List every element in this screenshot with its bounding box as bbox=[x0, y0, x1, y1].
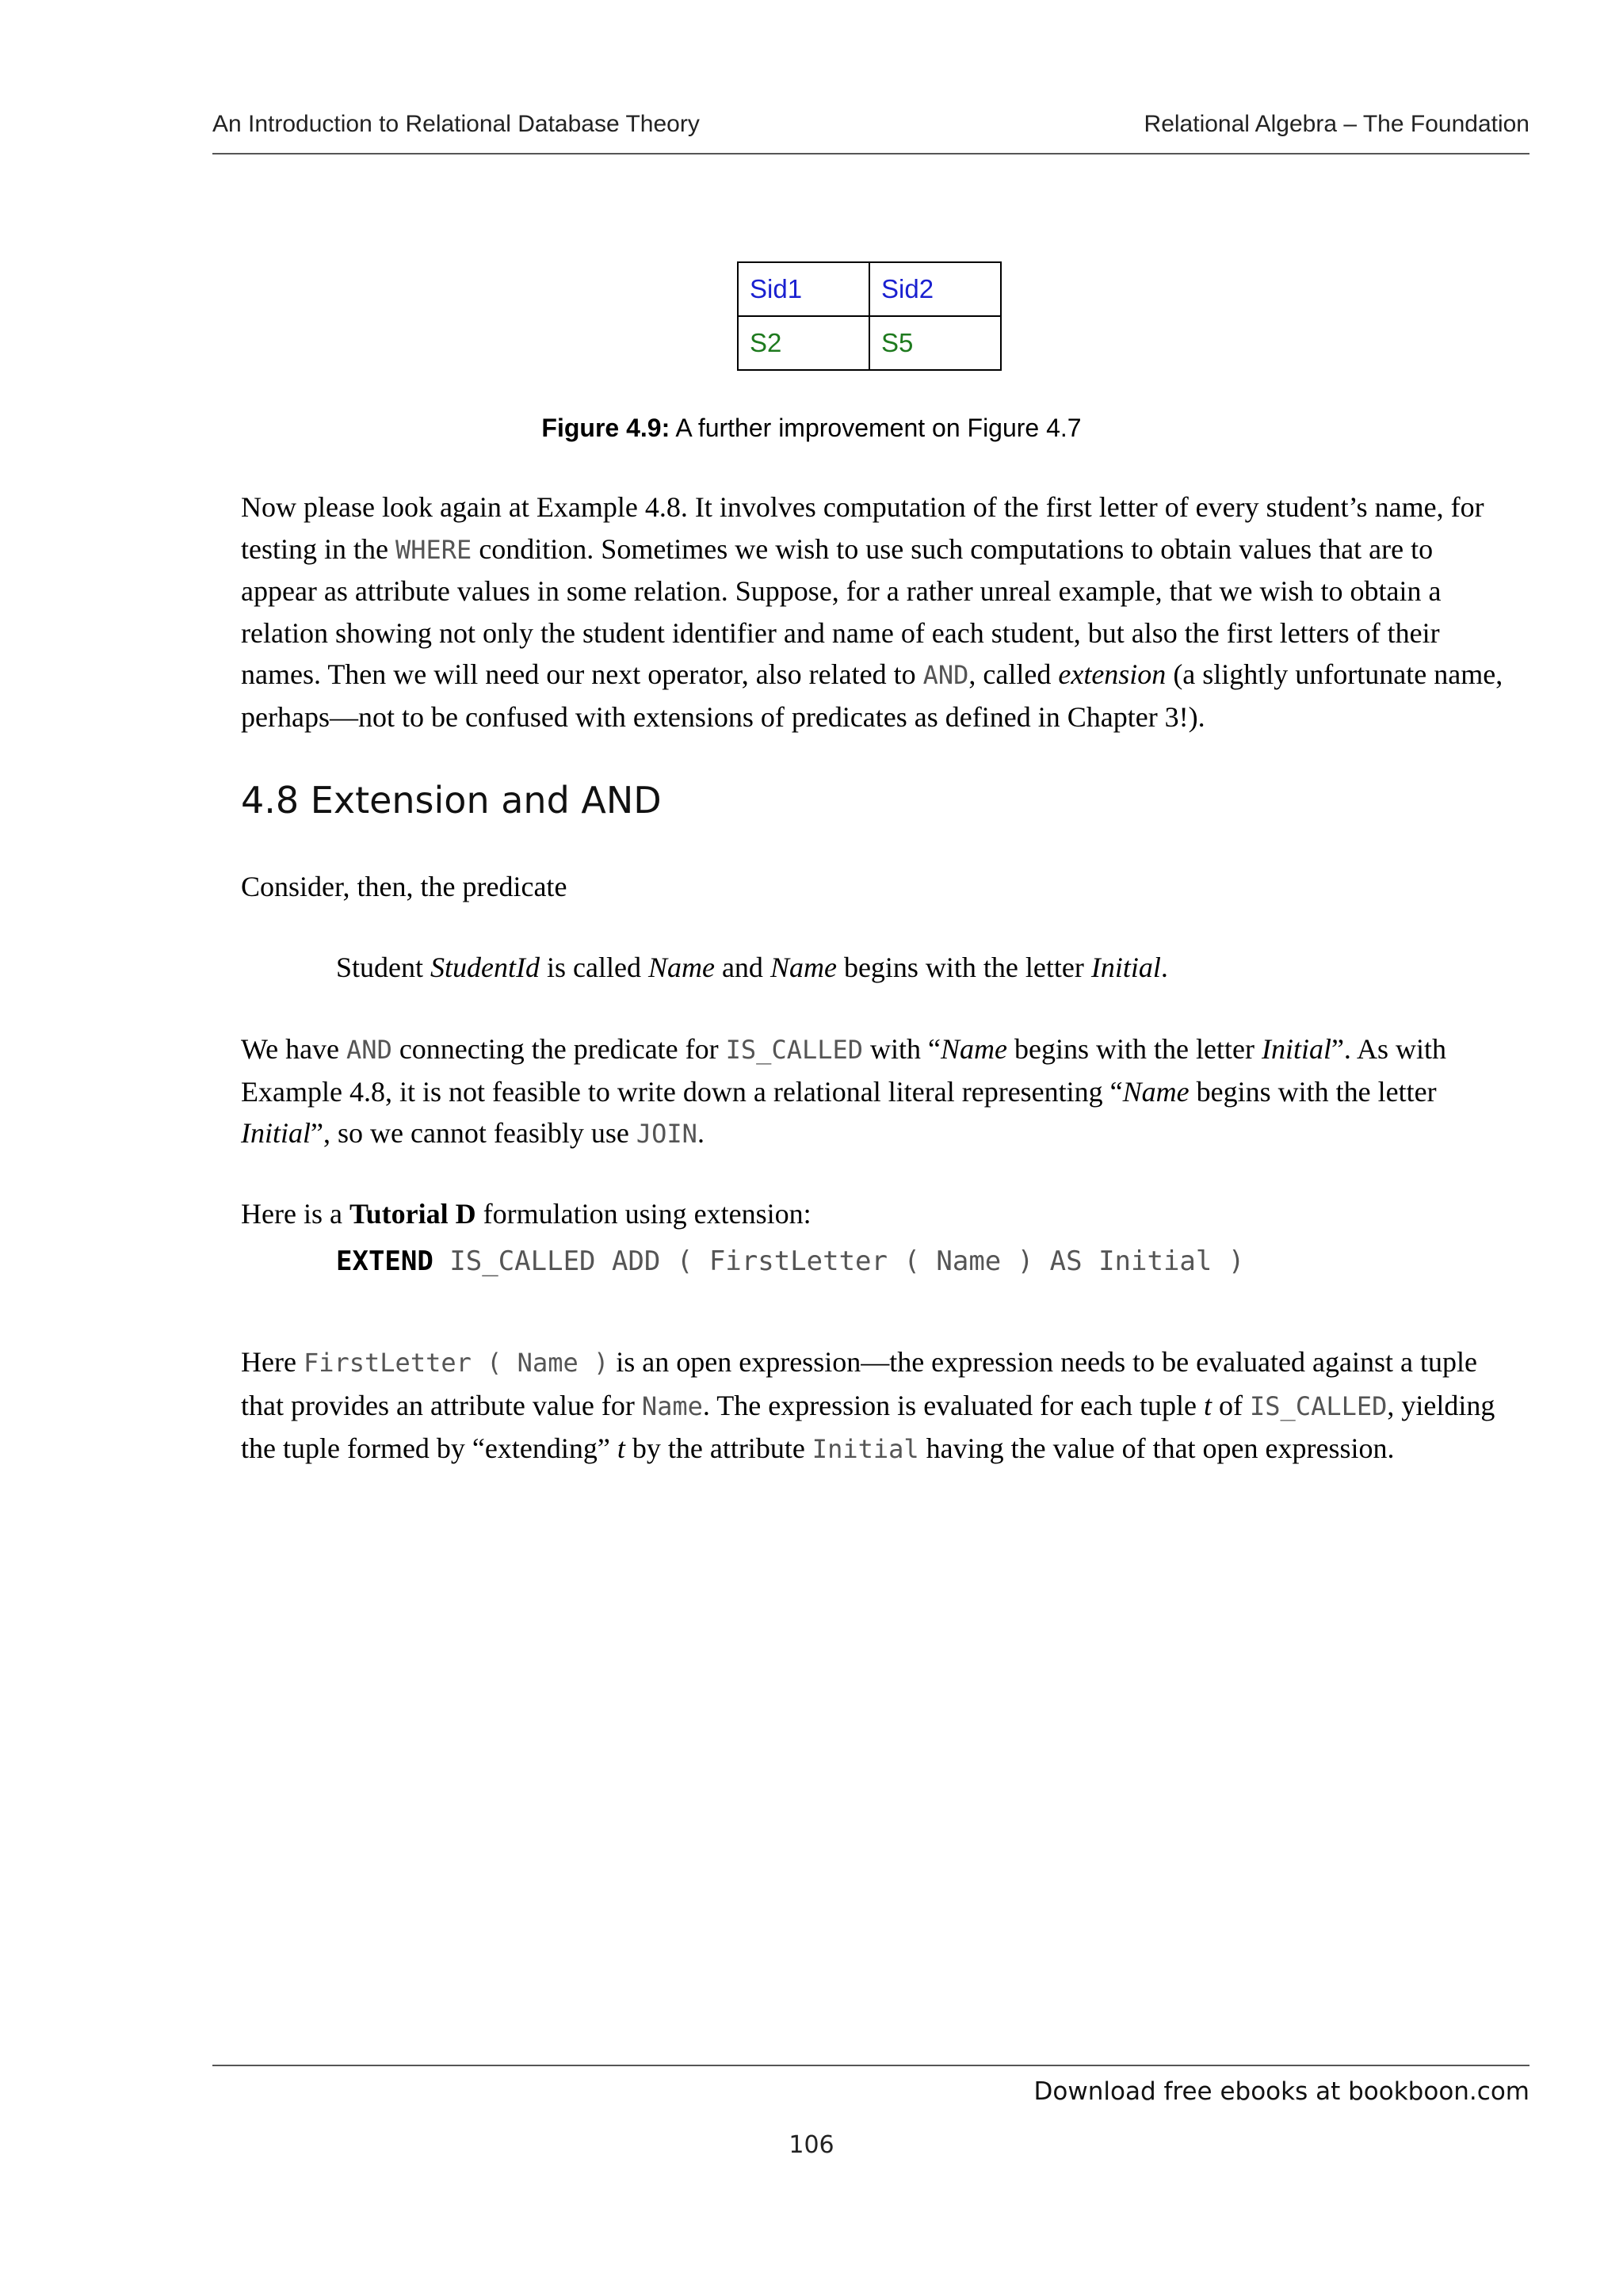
footer-promo-link[interactable]: Download free ebooks at bookboon.com bbox=[1033, 2077, 1529, 2106]
figure-relation-table bbox=[737, 261, 1002, 371]
table-header-cell: Sid1 bbox=[738, 262, 869, 316]
paragraph-open-expression: Here FirstLetter ( Name ) is an open expression—the expression needs to be evaluated against a tuple that provides an attribute value for Name. The expression is evaluated for each tuple t of IS_CALLED, yielding the tuple formed by “extending” t by the attribute Initial having the value of that open expression. bbox=[241, 1346, 1495, 1464]
paragraph-intro: Now please look again at Example 4.8. It involves computation of the first letter of every student’s name, for testing in the WHERE condition. Sometimes we wish to use such computations to obtain values that are to appear as attribute values in some relation. Suppose, for a rather unreal example, that we wish to obtain a relation showing not only the student identifier and name of each student, but also the first letters of their names. Then we will need our next operator, also related to AND, called extension (a slightly unfortunate name, perhaps—not to be confused with extensions of predicates as defined in Chapter 3!). bbox=[241, 491, 1503, 733]
table-cell: S2 bbox=[738, 316, 869, 370]
code-keyword: EXTEND bbox=[336, 1245, 433, 1277]
table-header-cell: Sid2 bbox=[869, 262, 1001, 316]
paragraph-tutorial-d: Here is a Tutorial D formulation using extension: bbox=[241, 1198, 812, 1230]
footer-divider bbox=[212, 2065, 1529, 2066]
table-row bbox=[738, 316, 1001, 370]
table-cell: S5 bbox=[869, 316, 1001, 370]
running-header-title: An Introduction to Relational Database Theory bbox=[212, 111, 700, 137]
paragraph-and: We have AND connecting the predicate for IS_CALLED with “Name begins with the letter Initial”. As with Example 4.8, it is not feasible to write down a relational literal representing “Name begins with the letter Initial”, so we cannot feasibly use JOIN. bbox=[241, 1033, 1446, 1149]
paragraph-consider: Consider, then, the predicate bbox=[241, 871, 567, 902]
predicate-statement: Student StudentId is called Name and Name begins with the letter Initial. bbox=[336, 952, 1168, 983]
table-header-row bbox=[738, 262, 1001, 316]
figure-caption bbox=[0, 414, 1623, 443]
code-example: EXTEND IS_CALLED ADD ( FirstLetter ( Name ) AS Initial ) bbox=[336, 1245, 1245, 1277]
page-number: 106 bbox=[789, 2131, 834, 2159]
caption-label: Figure 4.9: bbox=[541, 414, 670, 442]
header-divider bbox=[212, 153, 1529, 154]
caption-text: A further improvement on Figure 4.7 bbox=[670, 414, 1082, 442]
running-header-chapter: Relational Algebra – The Foundation bbox=[1144, 111, 1529, 137]
section-heading: 4.8 Extension and AND bbox=[241, 779, 662, 822]
